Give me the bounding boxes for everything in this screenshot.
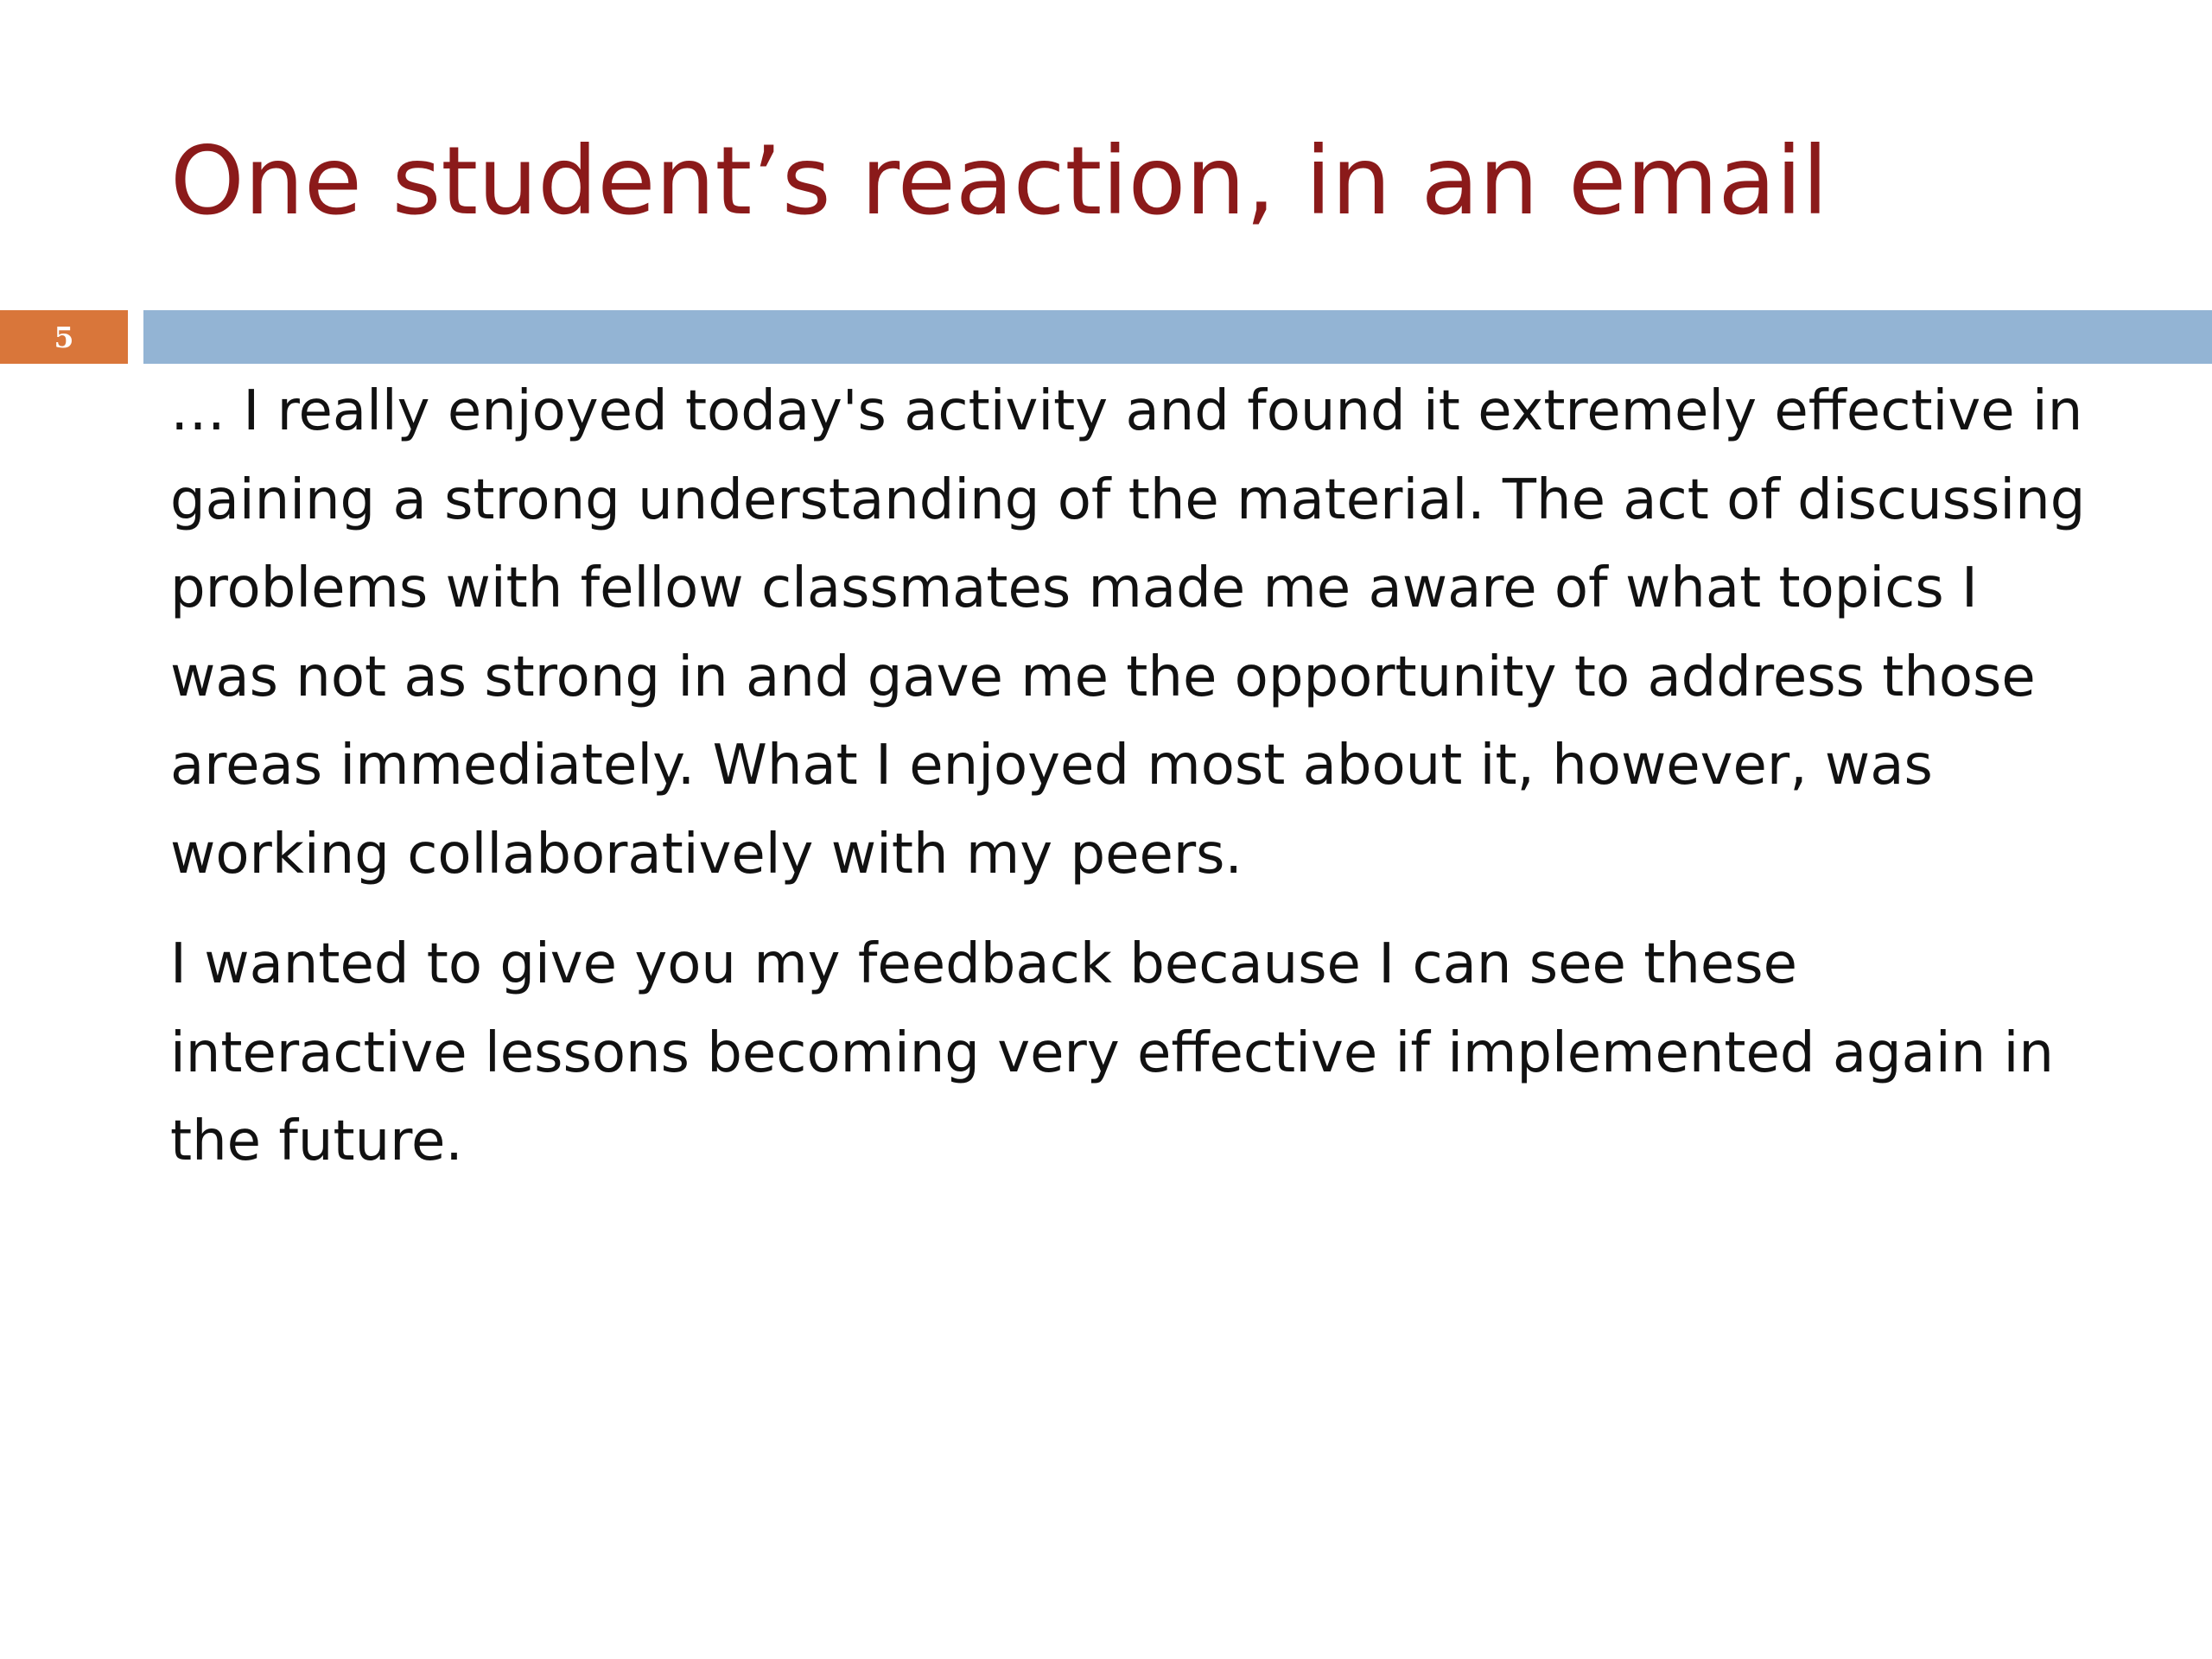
slide-title: One student’s reaction, in an email: [170, 126, 1828, 236]
slide-number: 5: [54, 320, 74, 354]
slide-number-badge: [0, 310, 128, 364]
accent-bar: [143, 310, 2212, 364]
slide-body: [170, 367, 2088, 1186]
email-paragraph-1: … I really enjoyed today's activity and found it extremely effective in gaining a strong understanding of the material. The act of discussing problems with fellow classmates made me aware of what topics I was not as strong in and gave me the opportunity to address those areas immediately. What I enjoyed most about it, however, was working collaboratively with my peers.: [170, 379, 2086, 887]
email-paragraph-2: I wanted to give you my feedback because I can see these interactive lessons becoming very effective if implemented again in the future.: [170, 932, 2054, 1173]
